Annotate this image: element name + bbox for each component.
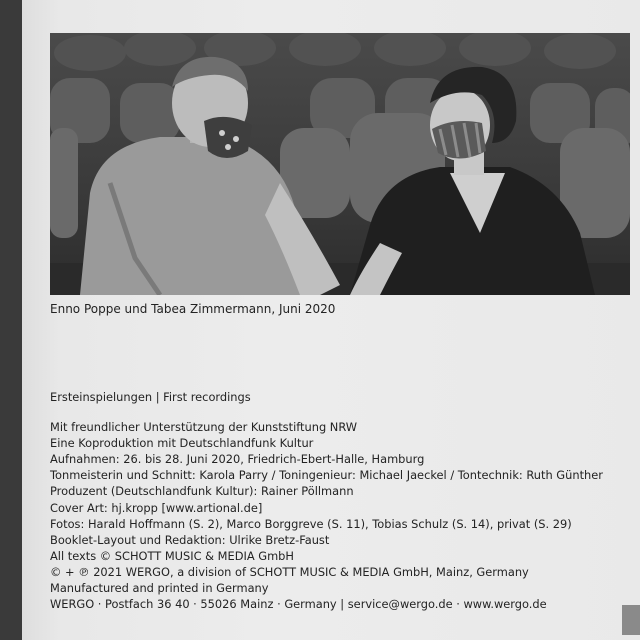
spacer [50, 405, 603, 419]
photo-caption: Enno Poppe und Tabea Zimmermann, Juni 2020 [50, 302, 336, 316]
credit-line: Tonmeisterin und Schnitt: Karola Parry / Toningenieur: Michael Jaeckel / Tontechnik: Ruth Günther [50, 468, 603, 483]
credits-block [50, 389, 603, 612]
credit-line: Cover Art: hj.kropp [www.artional.de] [50, 500, 263, 515]
credit-line: Fotos: Harald Hoffmann (S. 2), Marco Borggreve (S. 11), Tobias Schulz (S. 14), privat (S. 29) [50, 516, 572, 531]
credit-line: WERGO · Postfach 36 40 · 55026 Mainz · Germany | service@wergo.de · www.wergo.de [50, 597, 547, 612]
credit-line: Booklet-Layout und Redaktion: Ulrike Bretz-Faust [50, 532, 330, 547]
credit-line: Produzent (Deutschlandfunk Kultur): Rainer Pöllmann [50, 484, 354, 499]
credit-line: Eine Koproduktion mit Deutschlandfunk Kultur [50, 436, 314, 451]
recordings-heading: Ersteinspielungen | First recordings [50, 390, 251, 404]
credit-line: All texts © SCHOTT MUSIC & MEDIA GmbH [50, 548, 294, 563]
credit-line: Manufactured and printed in Germany [50, 581, 269, 596]
credit-line: © + ℗ 2021 WERGO, a division of SCHOTT MUSIC & MEDIA GmbH, Mainz, Germany [50, 564, 529, 579]
page-edge-tab [622, 605, 640, 635]
credit-line: Aufnahmen: 26. bis 28. Juni 2020, Friedrich-Ebert-Halle, Hamburg [50, 452, 425, 467]
photo-illustration [50, 33, 630, 295]
photo-enno-poppe-tabea-zimmermann [50, 33, 630, 295]
credit-line: Mit freundlicher Unterstützung der Kunststiftung NRW [50, 420, 358, 435]
